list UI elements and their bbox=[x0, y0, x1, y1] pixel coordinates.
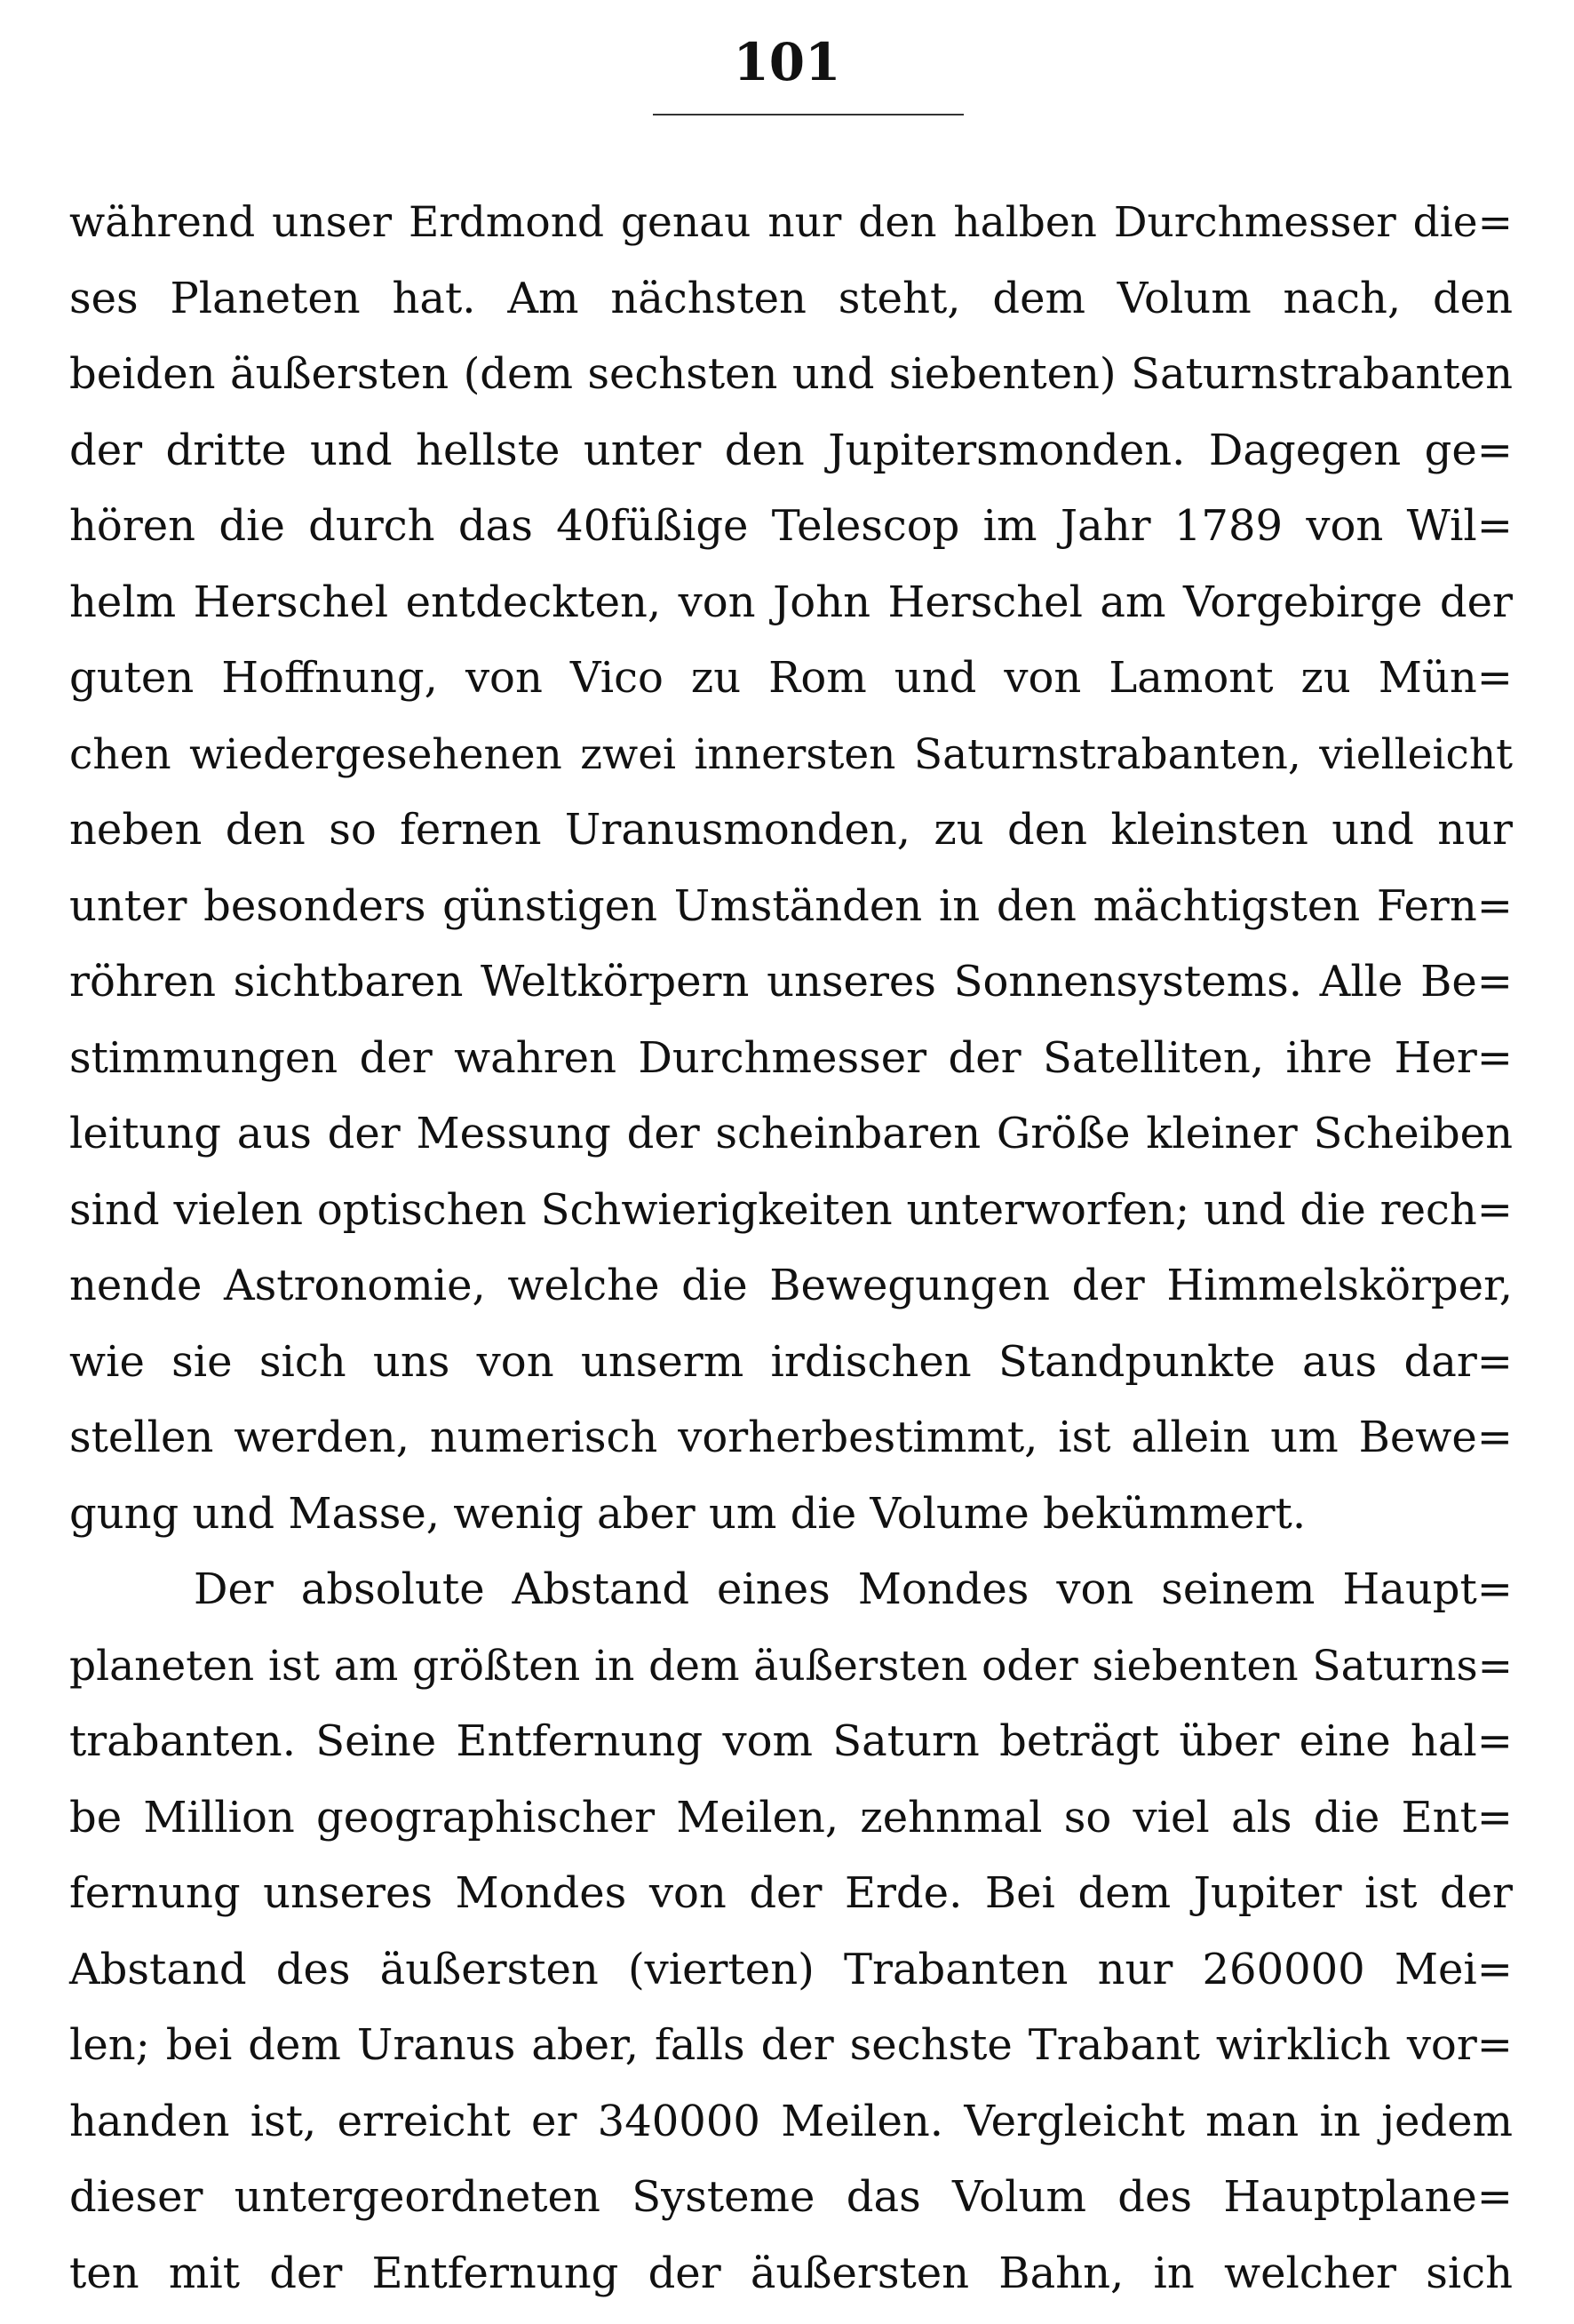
text-line: der dritte und hellste unter den Jupitersmonden. Dagegen ge= bbox=[69, 425, 1513, 475]
text-line: beiden äußersten (dem sechsten und siebenten) Saturnstrabanten bbox=[69, 349, 1513, 399]
paragraph-start-line: Der absolute Abstand eines Mondes von seinem Haupt= bbox=[194, 1564, 1513, 1614]
text-line: ten mit der Entfernung der äußersten Bahn, in welcher sich bbox=[69, 2248, 1513, 2298]
text-line: neben den so fernen Uranusmonden, zu den kleinsten und nur bbox=[69, 805, 1513, 855]
text-line: wie sie sich uns von unserm irdischen Standpunkte aus dar= bbox=[69, 1336, 1513, 1387]
text-line: helm Herschel entdeckten, von John Herschel am Vorgebirge der bbox=[69, 577, 1513, 627]
text-line: ses Planeten hat. Am nächsten steht, dem Volum nach, den bbox=[69, 273, 1513, 323]
page-number: 101 bbox=[733, 32, 841, 92]
text-line: handen ist, erreicht er 340000 Meilen. Vergleicht man in jedem bbox=[69, 2096, 1513, 2146]
text-line: sind vielen optischen Schwierigkeiten unterworfen; und die rech= bbox=[69, 1184, 1513, 1235]
text-line: stimmungen der wahren Durchmesser der Satelliten, ihre Her= bbox=[69, 1032, 1513, 1083]
text-line: röhren sichtbaren Weltkörpern unseres Sonnensystems. Alle Be= bbox=[69, 957, 1513, 1007]
text-line: trabanten. Seine Entfernung vom Saturn beträgt über eine hal= bbox=[69, 1716, 1513, 1766]
text-line: stellen werden, numerisch vorherbestimmt, ist allein um Bewe= bbox=[69, 1413, 1513, 1462]
text-line: unter besonders günstigen Umständen in den mächtigsten Fern= bbox=[69, 880, 1513, 931]
text-line: fernung unseres Mondes von der Erde. Bei dem Jupiter ist der bbox=[69, 1868, 1513, 1918]
text-line: be Million geographischer Meilen, zehnmal so viel als die Ent= bbox=[69, 1792, 1513, 1842]
text-line: hören die durch das 40füßige Telescop im Jahr 1789 von Wil= bbox=[69, 501, 1513, 551]
text-line: len; bei dem Uranus aber, falls der sechste Trabant wirklich vor= bbox=[69, 2020, 1513, 2070]
text-line: dieser untergeordneten Systeme das Volum des Hauptplane= bbox=[69, 2172, 1513, 2222]
paragraph-end-line: gung und Masse, wenig aber um die Volume bekümmert. bbox=[69, 1488, 1307, 1539]
header-rule bbox=[653, 114, 964, 115]
text-line: nende Astronomie, welche die Bewegungen der Himmelskörper, bbox=[69, 1261, 1513, 1310]
text-line: guten Hoffnung, von Vico zu Rom und von Lamont zu Mün= bbox=[69, 653, 1513, 703]
text-line: Abstand des äußersten (vierten) Trabanten nur 260000 Mei= bbox=[69, 1944, 1513, 1994]
text-line: leitung aus der Messung der scheinbaren Größe kleiner Scheiben bbox=[69, 1109, 1513, 1158]
text-line: während unser Erdmond genau nur den halben Durchmesser die= bbox=[69, 198, 1513, 247]
body-text bbox=[69, 185, 1513, 2312]
text-line: planeten ist am größten in dem äußersten oder siebenten Saturns= bbox=[69, 1641, 1513, 1691]
text-line: chen wiedergesehenen zwei innersten Saturnstrabanten, vielleicht bbox=[69, 729, 1513, 779]
